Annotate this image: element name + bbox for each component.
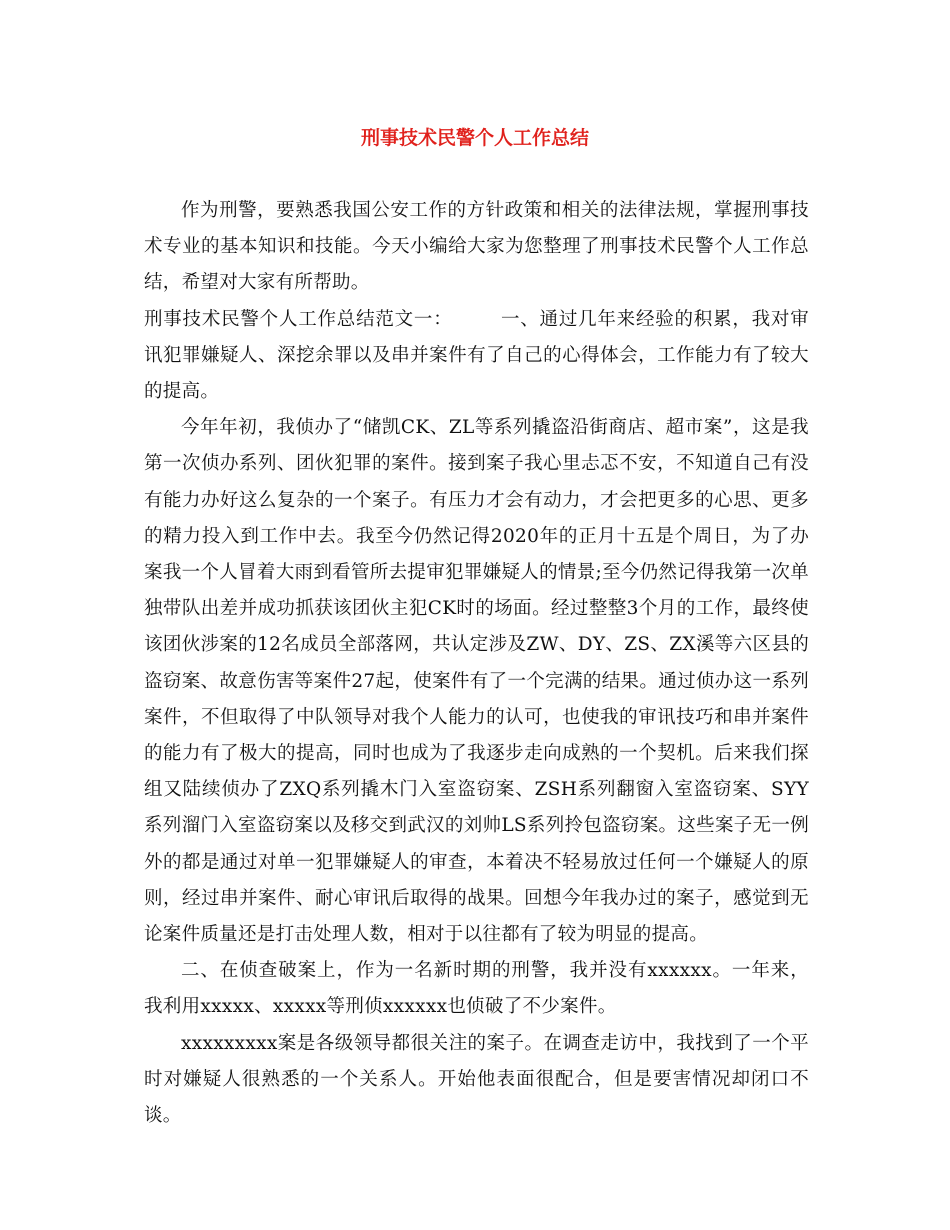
document-body: [144, 193, 809, 1134]
intro-paragraph: 作为刑警，要熟悉我国公安工作的方针政策和相关的法律法规，掌握刑事技术专业的基本知识和技能。今天小编给大家为您整理了刑事技术民警个人工作总结，希望对大家有所帮助。: [144, 200, 809, 294]
case-paragraph: 今年年初，我侦办了“储凯CK、ZL等系列撬盗沿街商店、超市案”，这是我第一次侦办系列、团伙犯罪的案件。接到案子我心里忐忑不安，不知道自己有没有能力办好这么复杂的一个案子。有压力才会有动力，才会把更多的心思、更多的精力投入到工作中去。我至今仍然记得2020年的正月十五是个周日，为了办案我一个人冒着大雨到看管所去提审犯罪嫌疑人的情景;至今仍然记得我第一次单独带队出差并成功抓获该团伙主犯CK时的场面。经过整整3个月的工作，最终使该团伙涉案的12名成员全部落网，共认定涉及ZW、DY、ZS、ZX溪等六区县的盗窃案、故意伤害等案件27起，使案件有了一个完满的结果。通过侦办这一系列案件，不但取得了中队领导对我个人能力的认可，也使我的审讯技巧和串并案件的能力有了极大的提高，同时也成为了我逐步走向成熟的一个契机。后来我们探组又陆续侦办了ZXQ系列撬木门入室盗窃案、ZSH系列翻窗入室盗窃案、SYY系列溜门入室盗窃案以及移交到武汉的刘帅LS系列拎包盗窃案。这些案子无一例外的都是通过对单一犯罪嫌疑人的审查，本着决不轻易放过任何一个嫌疑人的原则，经过串并案件、耐心审讯后取得的战果。回想今年我办过的案子，感觉到无论案件质量还是打击处理人数，相对于以往都有了较为明显的提高。: [144, 417, 809, 946]
document-title: 刑事技术民警个人工作总结: [360, 127, 589, 149]
section-one-text: 一、通过几年来经验的积累，我对审讯犯罪嫌疑人、深挖余罪以及串并案件有了自己的心得体会，工作能力有了较大的提高。: [144, 308, 809, 403]
last-paragraph: xxxxxxxxx案是各级领导都很关注的案子。在调查走访中，我找到了一个平时对嫌疑人很熟悉的一个关系人。开始他表面很配合，但是要害情况却闭口不谈。: [144, 1032, 809, 1127]
sample-paragraph: [144, 302, 809, 411]
section-two-paragraph: 二、在侦查破案上，作为一名新时期的刑警，我并没有xxxxxx。一年来，我利用xxxxx、xxxxx等刑侦xxxxxx也侦破了不少案件。: [144, 960, 809, 1018]
sample-label: 刑事技术民警个人工作总结范文一：: [144, 308, 453, 330]
